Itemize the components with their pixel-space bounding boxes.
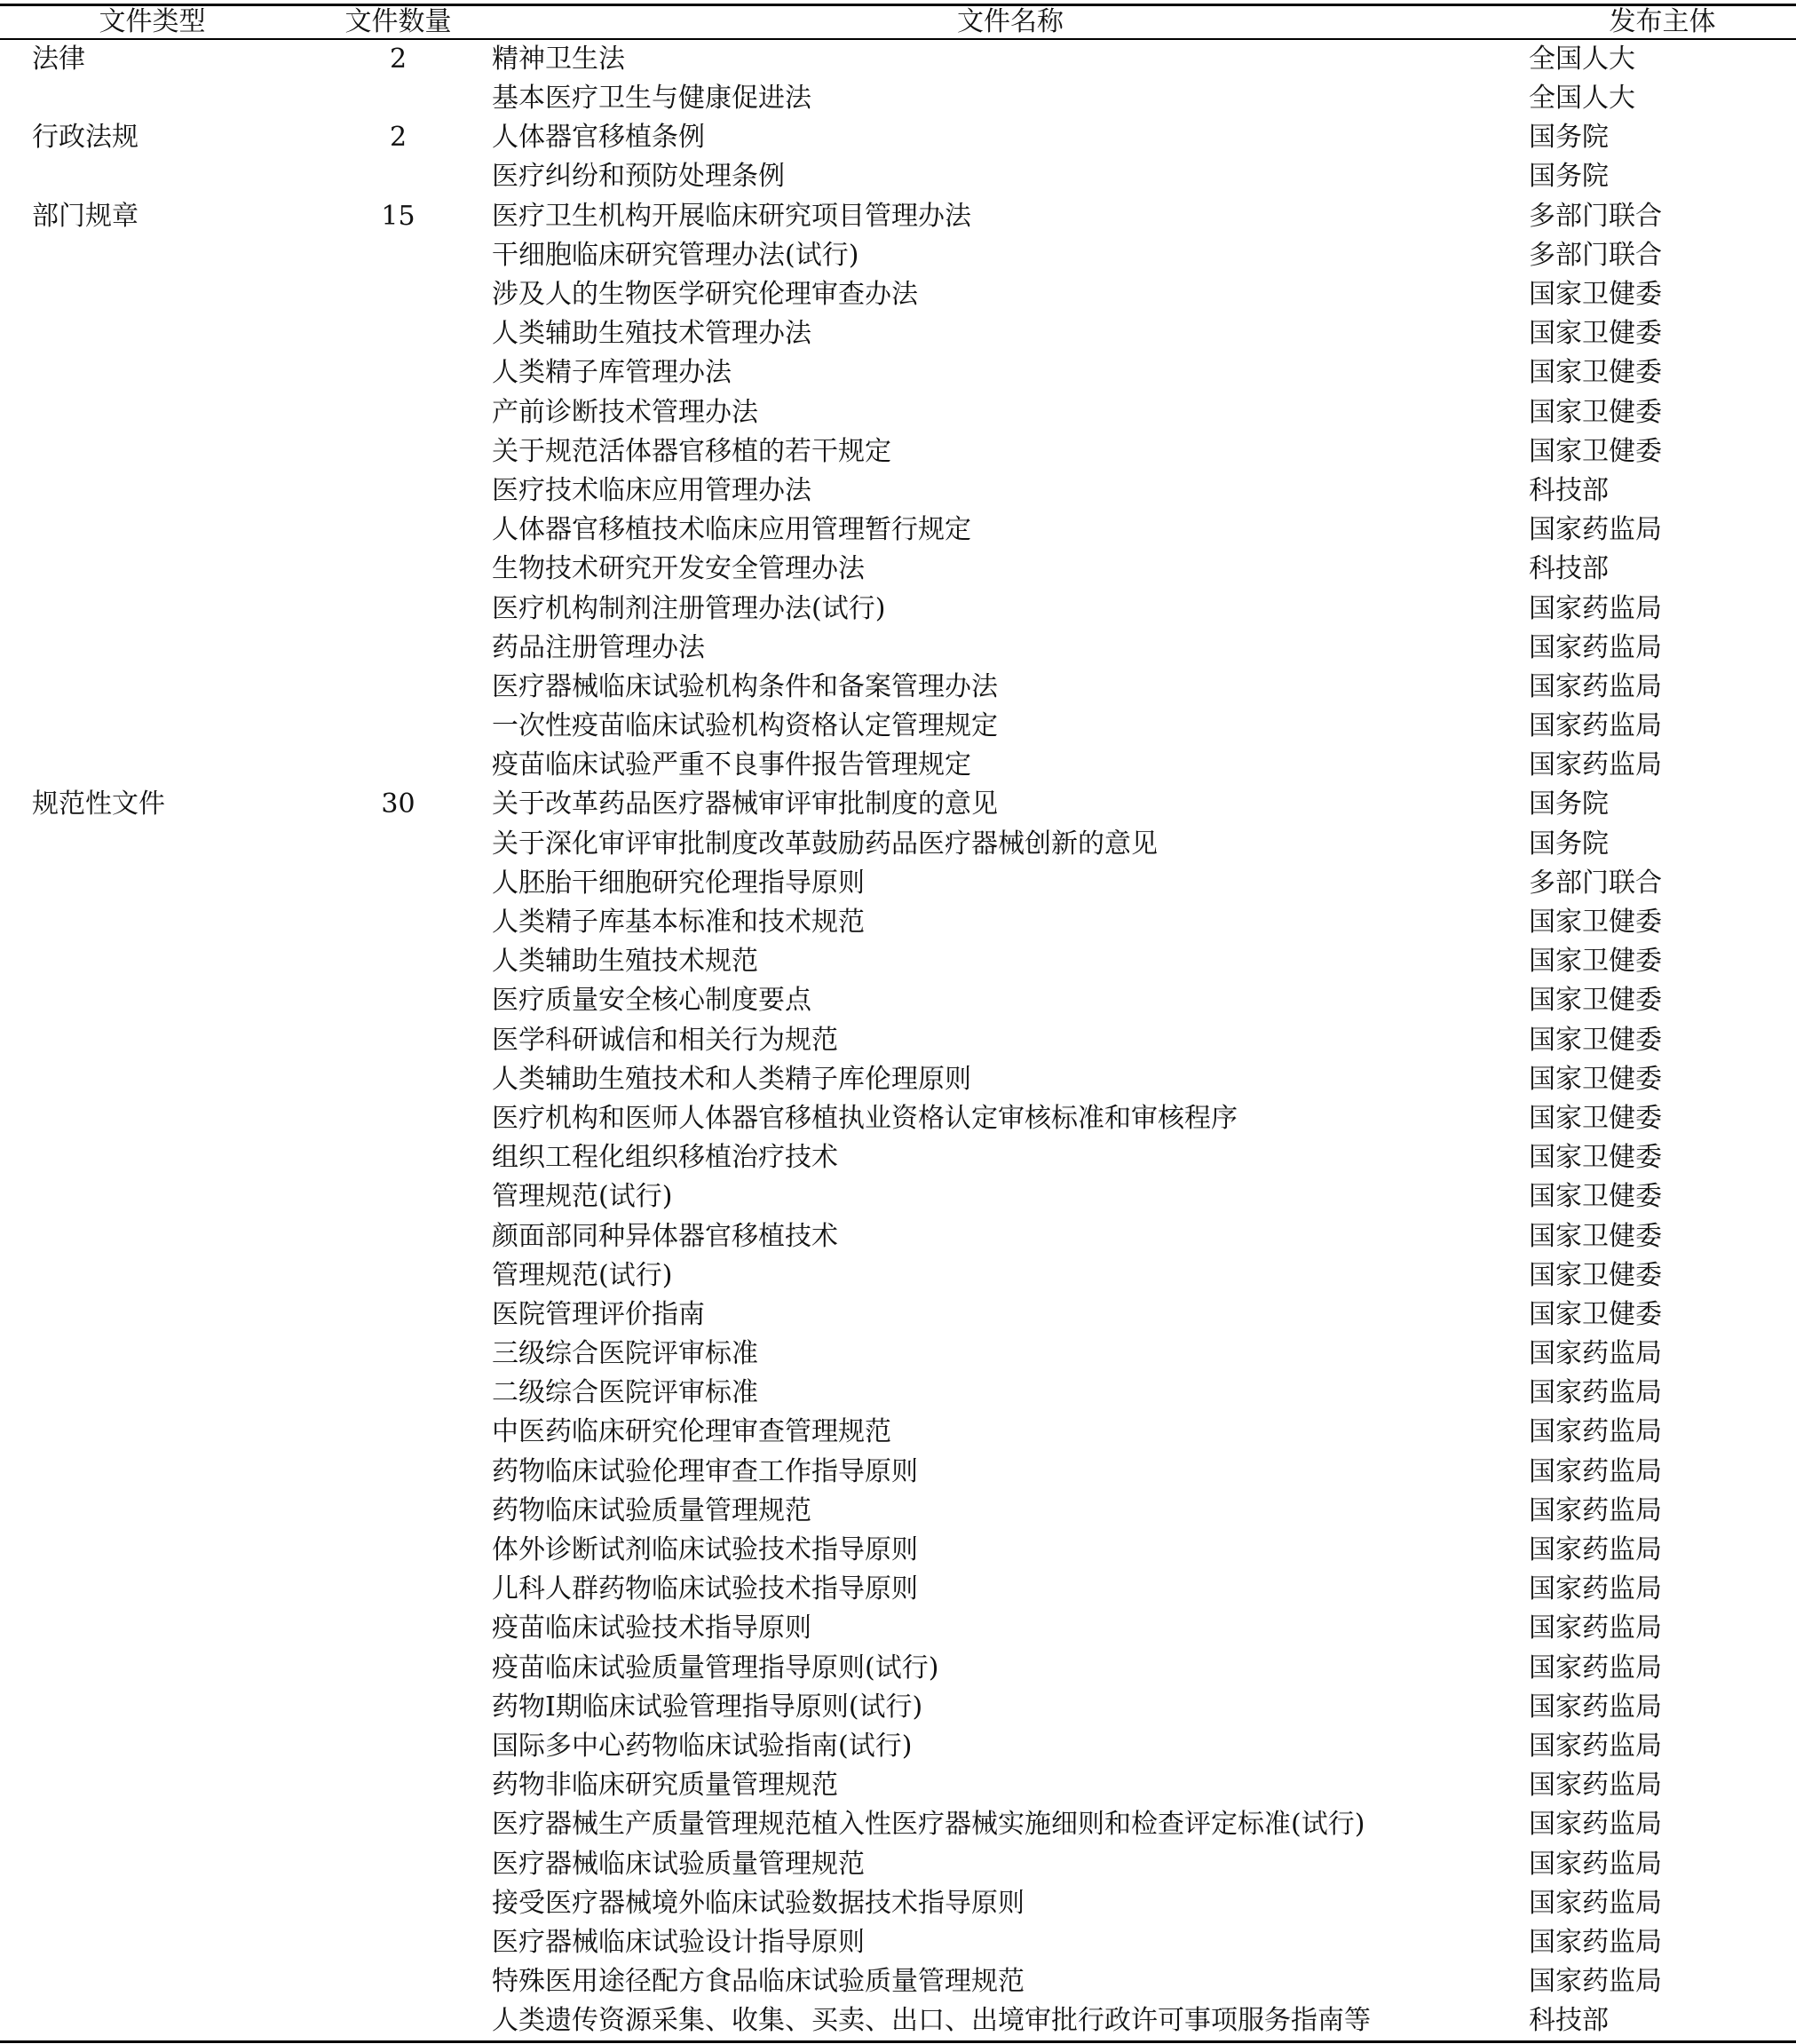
publisher-cell: 全国人大	[1529, 83, 1635, 115]
publisher-cell: 国家卫健委	[1529, 1024, 1662, 1056]
table-row	[0, 1099, 1796, 1138]
file-name-cell: 关于规范活体器官移植的若干规定	[492, 435, 891, 467]
publisher-cell: 国家药监局	[1529, 1770, 1662, 1802]
file-count-cell	[305, 1805, 492, 1844]
file-type-cell	[0, 471, 305, 511]
file-type-cell	[0, 2001, 305, 2042]
file-name-cell: 医疗卫生机构开展临床研究项目管理办法	[492, 200, 971, 232]
publisher-cell: 国家药监局	[1529, 670, 1662, 702]
file-type-cell: 法律	[32, 44, 85, 75]
file-count-cell	[305, 981, 492, 1020]
file-name-cell: 干细胞临床研究管理办法(试行)	[492, 239, 859, 271]
file-count-cell	[305, 1492, 492, 1531]
header-row	[0, 5, 1796, 40]
file-count-cell	[305, 903, 492, 942]
publisher-cell: 国家卫健委	[1529, 279, 1662, 311]
file-count-cell	[305, 825, 492, 864]
file-count-cell	[305, 1649, 492, 1688]
file-type-cell	[0, 1335, 305, 1374]
file-name-cell: 接受医疗器械境外临床试验数据技术指导原则	[492, 1887, 1025, 1919]
file-count-cell	[305, 668, 492, 707]
file-name-cell: 基本医疗卫生与健康促进法	[492, 83, 811, 115]
table-row	[0, 903, 1796, 942]
publisher-cell: 国家卫健委	[1529, 907, 1662, 939]
publisher-cell: 多部门联合	[1529, 200, 1662, 232]
file-type-cell	[0, 1413, 305, 1452]
table-row	[0, 1570, 1796, 1609]
file-type-cell	[0, 1727, 305, 1766]
file-type-cell	[0, 275, 305, 314]
publisher-cell: 国家药监局	[1529, 1455, 1662, 1487]
file-name-cell: 医院管理评价指南	[492, 1298, 705, 1330]
file-count-cell	[305, 589, 492, 628]
file-name-cell: 关于改革药品医疗器械审评审批制度的意见	[492, 788, 998, 820]
table-row	[0, 746, 1796, 785]
file-type-cell	[0, 1295, 305, 1335]
table-row	[0, 1374, 1796, 1413]
file-count-cell	[305, 1021, 492, 1060]
file-count-cell	[305, 236, 492, 275]
header-file-name: 文件名称	[492, 5, 1529, 40]
file-name-cell: 人类辅助生殖技术规范	[492, 946, 758, 978]
publisher-cell: 国家卫健委	[1529, 1298, 1662, 1330]
publisher-cell: 国家卫健委	[1529, 1220, 1662, 1252]
header-file-type: 文件类型	[0, 5, 305, 40]
file-type-cell	[0, 1374, 305, 1413]
file-name-cell: 产前诊断技术管理办法	[492, 396, 758, 428]
header-file-count: 文件数量	[305, 5, 492, 40]
table-row	[0, 668, 1796, 707]
publisher-cell: 国家药监局	[1529, 514, 1662, 546]
file-type-cell	[0, 1060, 305, 1099]
file-name-cell: 医疗机构制剂注册管理办法(试行)	[492, 592, 886, 624]
table-row	[0, 1923, 1796, 1962]
file-count-cell	[305, 1727, 492, 1766]
publisher-cell: 国家卫健委	[1529, 1259, 1662, 1291]
file-count-cell	[305, 1216, 492, 1256]
publisher-cell: 国务院	[1529, 122, 1609, 154]
file-type-cell	[0, 511, 305, 550]
file-type-cell	[0, 1216, 305, 1256]
file-count-cell	[305, 79, 492, 118]
file-name-cell: 人类辅助生殖技术管理办法	[492, 318, 811, 350]
table-row	[0, 432, 1796, 471]
file-count-cell	[305, 746, 492, 785]
file-name-cell: 医疗机构和医师人体器官移植执业资格认定审核标准和审核程序	[492, 1102, 1238, 1134]
file-count-cell	[305, 1923, 492, 1962]
file-count-cell	[305, 1413, 492, 1452]
file-name-cell: 药物临床试验质量管理规范	[492, 1494, 811, 1526]
file-name-cell: 中医药临床研究伦理审查管理规范	[492, 1416, 891, 1448]
file-name-cell: 疫苗临床试验质量管理指导原则(试行)	[492, 1652, 939, 1684]
table-row	[0, 1727, 1796, 1766]
publisher-cell: 国家药监局	[1529, 1926, 1662, 1958]
table-row	[0, 1021, 1796, 1060]
file-type-cell	[0, 1021, 305, 1060]
publisher-cell: 科技部	[1529, 553, 1609, 585]
file-name-cell: 体外诊断试剂临床试验技术指导原则	[492, 1534, 918, 1566]
file-type-cell: 行政法规	[32, 122, 138, 154]
file-name-cell: 疫苗临床试验技术指导原则	[492, 1612, 811, 1644]
table-row	[0, 1805, 1796, 1844]
publisher-cell: 国家卫健委	[1529, 318, 1662, 350]
file-name-cell: 人体器官移植技术临床应用管理暂行规定	[492, 514, 971, 546]
file-type-cell	[0, 864, 305, 903]
file-type-cell	[0, 589, 305, 628]
file-count-cell	[305, 1335, 492, 1374]
publisher-cell: 国家卫健委	[1529, 357, 1662, 389]
publisher-cell: 国家卫健委	[1529, 435, 1662, 467]
table-row	[0, 785, 1796, 824]
table-row	[0, 2001, 1796, 2042]
publisher-cell: 国务院	[1529, 828, 1609, 860]
file-count-cell	[305, 1138, 492, 1177]
file-type-cell	[0, 1688, 305, 1727]
publisher-cell: 国家卫健委	[1529, 1142, 1662, 1174]
file-count-cell	[305, 629, 492, 668]
regulation-table	[0, 4, 1796, 2043]
file-type-cell	[0, 1923, 305, 1962]
file-type-cell	[0, 1492, 305, 1531]
table-body	[0, 39, 1796, 2042]
file-name-cell: 颜面部同种异体器官移植技术	[492, 1220, 838, 1252]
file-count-cell	[305, 707, 492, 746]
file-type-cell	[0, 1138, 305, 1177]
table-row	[0, 981, 1796, 1020]
publisher-cell: 国务院	[1529, 161, 1609, 193]
table-row	[0, 275, 1796, 314]
file-type-cell	[0, 668, 305, 707]
file-count-cell	[305, 1962, 492, 2001]
table-row	[0, 1962, 1796, 2001]
file-name-cell: 人类精子库管理办法	[492, 357, 732, 389]
file-type-cell	[0, 1177, 305, 1216]
file-count-cell	[305, 1099, 492, 1138]
file-type-cell	[0, 1256, 305, 1295]
table-row	[0, 1492, 1796, 1531]
table-row	[0, 39, 1796, 79]
file-count-cell	[305, 1531, 492, 1570]
file-count-cell	[305, 314, 492, 353]
file-type-cell	[0, 393, 305, 432]
table-row	[0, 511, 1796, 550]
file-count-cell: 2	[389, 44, 407, 75]
file-type-cell	[0, 314, 305, 353]
file-count-cell	[305, 432, 492, 471]
publisher-cell: 国家药监局	[1529, 1652, 1662, 1684]
file-count-cell	[305, 471, 492, 511]
publisher-cell: 多部门联合	[1529, 867, 1662, 899]
file-type-cell	[0, 1531, 305, 1570]
table-row	[0, 1060, 1796, 1099]
file-name-cell: 医疗器械临床试验设计指导原则	[492, 1926, 865, 1958]
table-row	[0, 1256, 1796, 1295]
table-row	[0, 236, 1796, 275]
table-row	[0, 393, 1796, 432]
table-row	[0, 1216, 1796, 1256]
table-row	[0, 1884, 1796, 1923]
publisher-cell: 国家卫健委	[1529, 396, 1662, 428]
file-count-cell: 30	[381, 788, 415, 820]
file-count-cell	[305, 1609, 492, 1648]
publisher-cell: 国家药监局	[1529, 1809, 1662, 1841]
file-count-cell	[305, 1295, 492, 1335]
publisher-cell: 国家药监局	[1529, 1494, 1662, 1526]
table-row	[0, 1844, 1796, 1883]
table-row	[0, 825, 1796, 864]
file-type-cell	[0, 1766, 305, 1805]
publisher-cell: 国家卫健委	[1529, 985, 1662, 1017]
table-row	[0, 942, 1796, 981]
file-type-cell	[0, 1099, 305, 1138]
publisher-cell: 国家药监局	[1529, 1534, 1662, 1566]
publisher-cell: 科技部	[1529, 474, 1609, 506]
file-type-cell: 部门规章	[32, 200, 138, 232]
file-type-cell	[0, 981, 305, 1020]
publisher-cell: 国家药监局	[1529, 1338, 1662, 1370]
table-row	[0, 79, 1796, 118]
file-name-cell: 精神卫生法	[492, 44, 625, 75]
file-name-cell: 二级综合医院评审标准	[492, 1377, 758, 1409]
file-type-cell	[0, 1649, 305, 1688]
publisher-cell: 国务院	[1529, 788, 1609, 820]
table-row	[0, 1688, 1796, 1727]
file-type-cell	[0, 1453, 305, 1492]
file-name-cell: 医疗技术临床应用管理办法	[492, 474, 811, 506]
table-row	[0, 1609, 1796, 1648]
file-name-cell: 人类精子库基本标准和技术规范	[492, 907, 865, 939]
file-type-cell	[0, 629, 305, 668]
file-name-cell: 三级综合医院评审标准	[492, 1338, 758, 1370]
table-row	[0, 864, 1796, 903]
publisher-cell: 国家卫健委	[1529, 1063, 1662, 1095]
file-name-cell: 一次性疫苗临床试验机构资格认定管理规定	[492, 710, 998, 742]
table-row	[0, 550, 1796, 589]
publisher-cell: 国家药监局	[1529, 1691, 1662, 1723]
file-name-cell: 医学科研诚信和相关行为规范	[492, 1024, 838, 1056]
table-row	[0, 1335, 1796, 1374]
file-name-cell: 医疗器械临床试验质量管理规范	[492, 1848, 865, 1880]
table-row	[0, 629, 1796, 668]
table-row	[0, 1295, 1796, 1335]
publisher-cell: 国家药监局	[1529, 749, 1662, 781]
file-name-cell: 特殊医用途径配方食品临床试验质量管理规范	[492, 1966, 1025, 1998]
file-name-cell: 生物技术研究开发安全管理办法	[492, 553, 865, 585]
publisher-cell: 国家药监局	[1529, 592, 1662, 624]
file-name-cell: 医疗纠纷和预防处理条例	[492, 161, 785, 193]
file-type-cell	[0, 236, 305, 275]
file-count-cell	[305, 1688, 492, 1727]
file-count-cell	[305, 864, 492, 903]
file-type-cell	[0, 707, 305, 746]
publisher-cell: 国家药监局	[1529, 1730, 1662, 1762]
publisher-cell: 国家药监局	[1529, 631, 1662, 663]
file-type-cell	[0, 157, 305, 196]
file-type-cell	[0, 903, 305, 942]
publisher-cell: 国家药监局	[1529, 1966, 1662, 1998]
file-count-cell: 2	[389, 122, 407, 154]
file-name-cell: 药物非临床研究质量管理规范	[492, 1770, 838, 1802]
publisher-cell: 国家药监局	[1529, 1848, 1662, 1880]
file-name-cell: 儿科人群药物临床试验技术指导原则	[492, 1573, 918, 1605]
file-name-cell: 人体器官移植条例	[492, 122, 705, 154]
publisher-cell: 科技部	[1529, 2001, 1796, 2042]
file-count-cell	[305, 1844, 492, 1883]
table-row	[0, 314, 1796, 353]
table-row	[0, 471, 1796, 511]
file-count-cell	[305, 1570, 492, 1609]
file-type-cell	[0, 550, 305, 589]
publisher-cell: 国家药监局	[1529, 1573, 1662, 1605]
file-name-cell: 管理规范(试行)	[492, 1181, 673, 1213]
file-name-cell: 药品注册管理办法	[492, 631, 705, 663]
file-count-cell	[305, 1177, 492, 1216]
table-row	[0, 1453, 1796, 1492]
file-count-cell	[305, 2001, 492, 2042]
file-type-cell	[0, 1805, 305, 1844]
table-row	[0, 353, 1796, 392]
publisher-cell: 国家药监局	[1529, 1612, 1662, 1644]
file-count-cell	[305, 1884, 492, 1923]
file-name-cell: 药物临床试验伦理审查工作指导原则	[492, 1455, 918, 1487]
publisher-cell: 国家卫健委	[1529, 1181, 1662, 1213]
publisher-cell: 国家卫健委	[1529, 1102, 1662, 1134]
publisher-cell: 多部门联合	[1529, 239, 1662, 271]
file-count-cell	[305, 1453, 492, 1492]
file-name-cell: 国际多中心药物临床试验指南(试行)	[492, 1730, 913, 1762]
file-count-cell	[305, 157, 492, 196]
file-count-cell	[305, 942, 492, 981]
file-name-cell: 涉及人的生物医学研究伦理审查办法	[492, 279, 918, 311]
file-name-cell: 人胚胎干细胞研究伦理指导原则	[492, 867, 865, 899]
table-row	[0, 1413, 1796, 1452]
file-count-cell: 15	[381, 200, 415, 232]
file-name-cell: 人类遗传资源采集、收集、买卖、出口、出境审批行政许可事项服务指南等	[492, 2001, 1529, 2042]
file-type-cell	[0, 1609, 305, 1648]
file-count-cell	[305, 511, 492, 550]
file-name-cell: 疫苗临床试验严重不良事件报告管理规定	[492, 749, 971, 781]
table-row	[0, 157, 1796, 196]
publisher-cell: 国家药监局	[1529, 1377, 1662, 1409]
table-row	[0, 1138, 1796, 1177]
file-type-cell	[0, 79, 305, 118]
file-count-cell	[305, 1060, 492, 1099]
file-type-cell	[0, 1570, 305, 1609]
file-name-cell: 关于深化审评审批制度改革鼓励药品医疗器械创新的意见	[492, 828, 1158, 860]
file-type-cell	[0, 1844, 305, 1883]
file-count-cell	[305, 275, 492, 314]
file-type-cell	[0, 942, 305, 981]
publisher-cell: 国家药监局	[1529, 1416, 1662, 1448]
file-type-cell	[0, 746, 305, 785]
file-type-cell	[0, 432, 305, 471]
publisher-cell: 国家药监局	[1529, 1887, 1662, 1919]
file-count-cell	[305, 1374, 492, 1413]
publisher-cell: 全国人大	[1529, 44, 1635, 75]
table-row	[0, 1177, 1796, 1216]
file-type-cell	[0, 825, 305, 864]
table-row	[0, 197, 1796, 236]
file-count-cell	[305, 1766, 492, 1805]
file-name-cell: 人类辅助生殖技术和人类精子库伦理原则	[492, 1063, 971, 1095]
file-count-cell	[305, 550, 492, 589]
table-row	[0, 589, 1796, 628]
file-name-cell: 管理规范(试行)	[492, 1259, 673, 1291]
table-row	[0, 707, 1796, 746]
publisher-cell: 国家药监局	[1529, 710, 1662, 742]
file-name-cell: 医疗器械临床试验机构条件和备案管理办法	[492, 670, 998, 702]
table-row	[0, 1531, 1796, 1570]
file-name-cell: 组织工程化组织移植治疗技术	[492, 1142, 838, 1174]
file-type-cell	[0, 353, 305, 392]
file-name-cell: 医疗器械生产质量管理规范植入性医疗器械实施细则和检查评定标准(试行)	[492, 1809, 1365, 1841]
table-row	[0, 1766, 1796, 1805]
publisher-cell: 国家卫健委	[1529, 946, 1662, 978]
file-count-cell	[305, 393, 492, 432]
file-type-cell	[0, 1962, 305, 2001]
file-type-cell: 规范性文件	[32, 788, 165, 820]
file-count-cell	[305, 353, 492, 392]
file-name-cell: 医疗质量安全核心制度要点	[492, 985, 811, 1017]
table-header	[0, 5, 1796, 40]
table-row	[0, 1649, 1796, 1688]
file-count-cell	[305, 1256, 492, 1295]
table-row	[0, 118, 1796, 157]
file-type-cell	[0, 1884, 305, 1923]
file-name-cell: 药物Ⅰ期临床试验管理指导原则(试行)	[492, 1691, 923, 1723]
header-publisher: 发布主体	[1529, 5, 1796, 40]
